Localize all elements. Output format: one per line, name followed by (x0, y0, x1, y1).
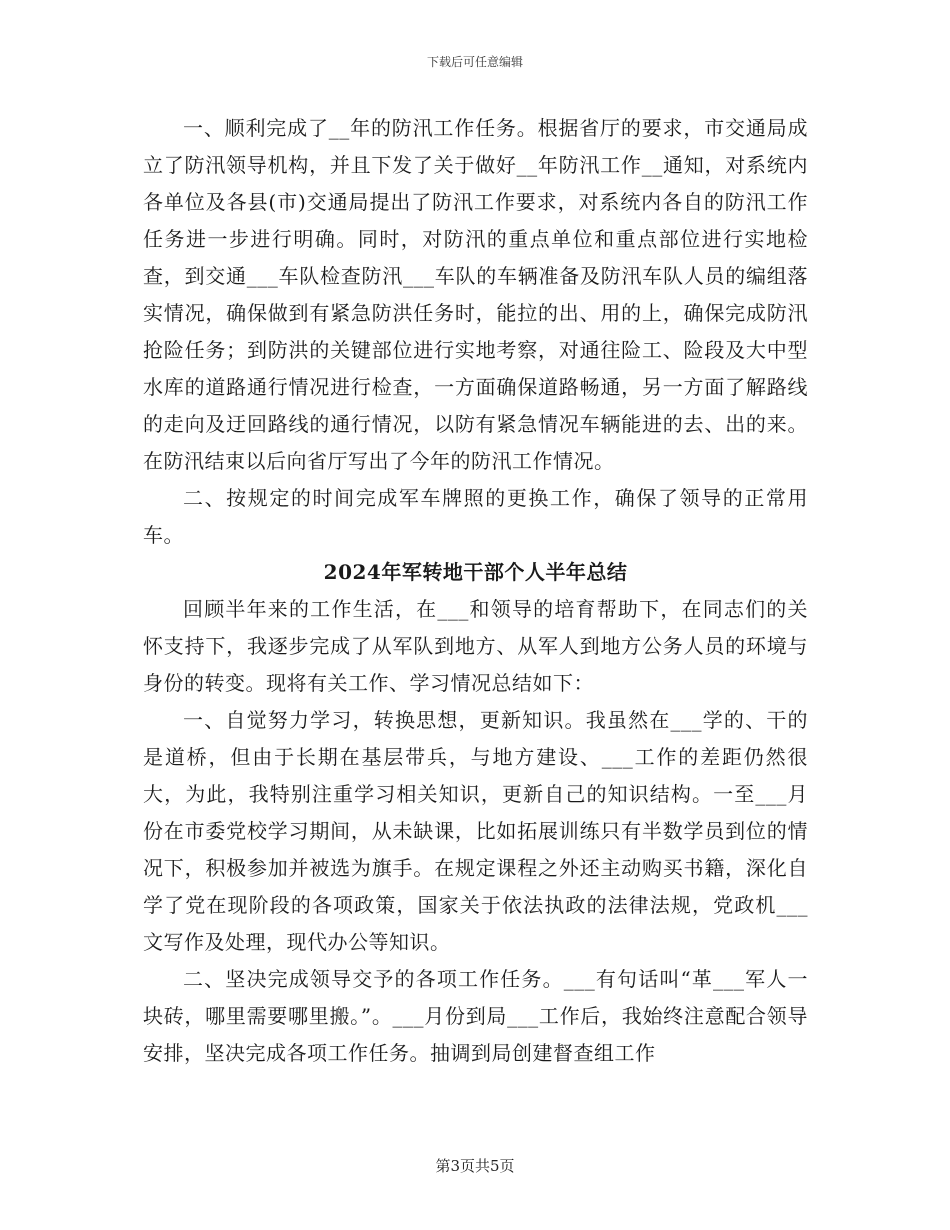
paragraph-flood-work: 一、顺利完成了__年的防汛工作任务。根据省厅的要求，市交通局成立了防汛领导机构，并且下发了关于做好__年防汛工作__通知，对系统内各单位及各县(市)交通局提出了防汛工作要求，对系统内各自的防汛工作任务进一步进行明确。同时，对防汛的重点单位和重点部位进行实地检查，到交通___车队检查防汛___车队的车辆准备及防汛车队人员的编组落实情况，确保做到有紧急防洪任务时，能拉的出、用的上，确保完成防汛抢险任务；到防洪的关键部位进行实地考察，对通往险工、险段及大中型水库的道路通行情况进行检查，一方面确保道路畅通，另一方面了解路线的走向及迂回路线的通行情况，以防有紧急情况车辆能进的去、出的来。在防汛结束以后向省厅写出了今年的防汛工作情况。 (143, 116, 808, 473)
paragraph-tasks: 二、坚决完成领导交予的各项工作任务。___有句话叫“革___军人一块砖，哪里需要哪里搬。”。___月份到局___工作后，我始终注意配合领导安排，坚决完成各项工作任务。抽调到局创建督查组工作 (143, 967, 808, 1065)
paragraph-study: 一、自觉努力学习，转换思想，更新知识。我虽然在___学的、干的是道桥，但由于长期在基层带兵，与地方建设、___工作的差距仍然很大，为此，我特别注重学习相关知识，更新自己的知识结构。一至___月份在市委党校学习期间，从未缺课，比如拓展训练只有半数学员到位的情况下，积极参加并被选为旗手。在规定课程之外还主动购买书籍，深化自学了党在现阶段的各项政策，国家关于依法执政的法律法规，党政机___文写作及处理，现代办公等知识。 (143, 708, 808, 954)
document-title: 2024年军转地干部个人半年总结 (323, 560, 628, 584)
document-body (143, 110, 808, 1072)
page-number: 第3页共5页 (435, 1157, 515, 1175)
paragraph-review: 回顾半年来的工作生活，在___和领导的培育帮助下，在同志们的关怀支持下，我逐步完成了从军队到地方、从军人到地方公务人员的环境与身份的转变。现将有关工作、学习情况总结如下： (143, 597, 808, 695)
paragraph-license-plates: 二、按规定的时间完成军车牌照的更换工作，确保了领导的正常用车。 (143, 486, 808, 547)
page-header-note: 下载后可任意编辑 (426, 55, 523, 69)
